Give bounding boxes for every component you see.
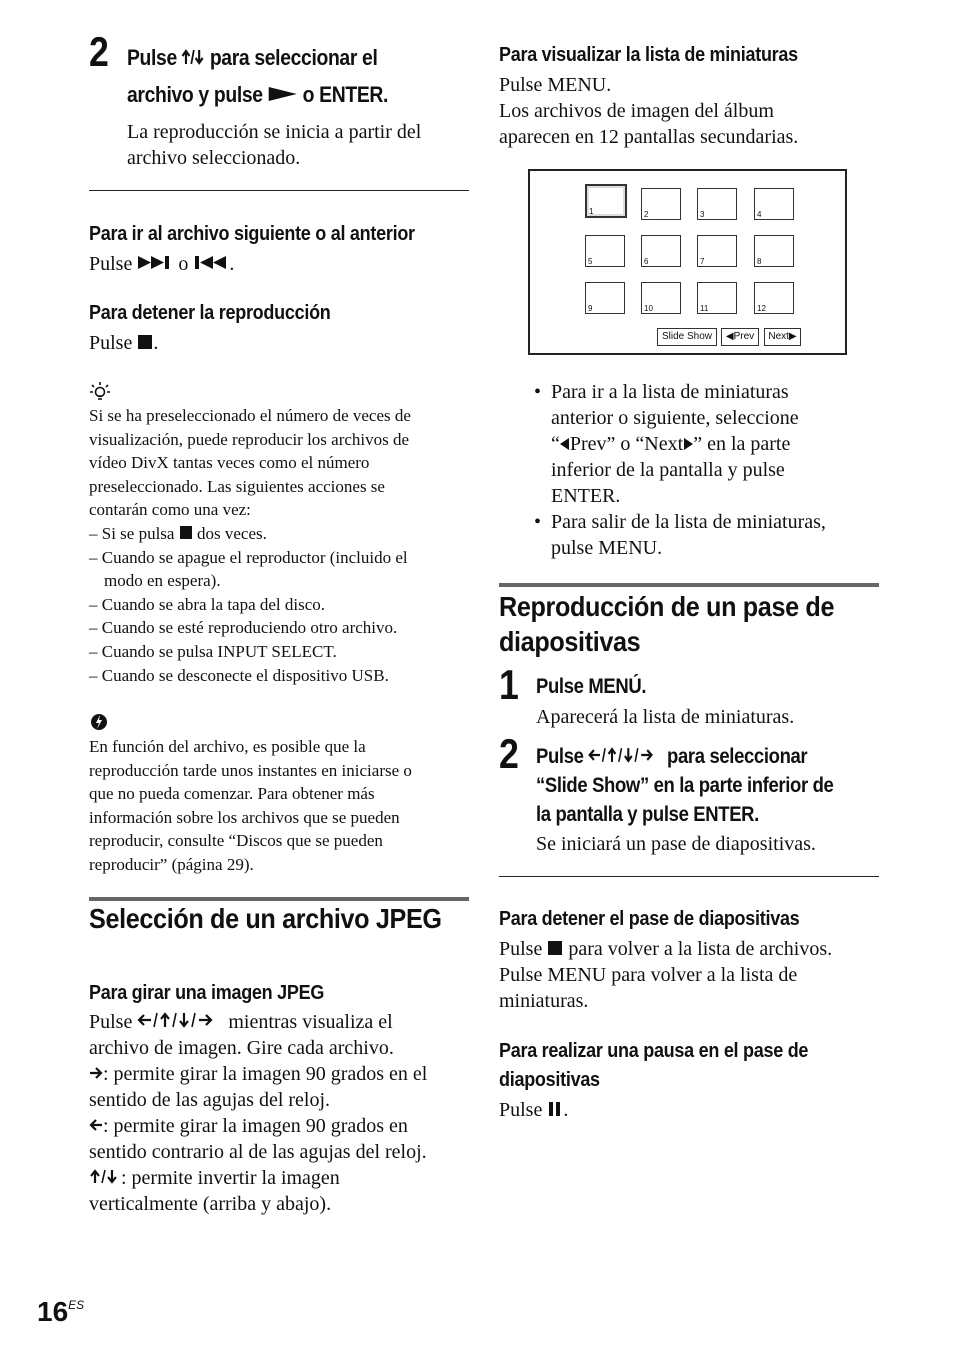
note-text: En función del archivo, es posible que la reproducción tarde unos instantes en iniciarse o que no pueda comenzar. Para obtener más información sobre los archivos que se pueden reproducir, consulte “Discos que se pueden reproducir” (página 29). <box>89 737 412 874</box>
step-title: Pulse para seleccionar el archivo y pulse o ENTER. <box>127 45 389 107</box>
thumbnail[interactable]: 5 <box>585 235 625 267</box>
step-description: Aparecerá la lista de miniaturas. <box>536 706 795 728</box>
stop-icon <box>137 332 153 354</box>
four-direction-arrows-icon <box>137 1011 223 1033</box>
step-title: Pulse para seleccionar “Slide Show” en la parte inferior de la pantalla y pulse ENTER. <box>536 745 834 826</box>
right-triangle-icon: ▶ <box>788 331 797 342</box>
step-title: Pulse MENÚ. <box>536 675 647 698</box>
tip-text: Si se ha preseleccionado el número de veces de visualización, puede reproducir los archivos de vídeo DivX tantas veces como el número preseleccionado. Las siguientes acciones se contarán como una vez: – Si se pulsa dos veces. – Cuando se apague el reproductor (incluido el modo en espera). – Cuando se abra la tapa del disco. – Cuando se esté reproduciendo otro archivo. – Cuando se pulsa INPUT SELECT. – Cuando se desconecte el dispositivo USB. <box>89 406 411 685</box>
step-description: Se iniciará un pase de diapositivas. <box>536 833 816 855</box>
stop-icon <box>179 524 193 543</box>
thumbnail[interactable]: 10 <box>641 282 681 314</box>
thumbnail[interactable]: 11 <box>697 282 737 314</box>
thumbnail[interactable]: 1 <box>585 184 627 218</box>
divider <box>89 190 469 191</box>
section-title: Selección de un archivo JPEG <box>89 903 442 934</box>
slide-show-button[interactable]: Slide Show <box>657 328 717 346</box>
four-direction-arrows-icon <box>588 745 662 768</box>
left-triangle-icon <box>560 433 570 455</box>
step-description: La reproducción se inicia a partir del archivo seleccionado. <box>127 121 422 169</box>
subheading: Para realizar una pausa en el pase de diapositivas <box>499 1040 809 1091</box>
list-item: • Para salir de la lista de miniaturas, pulse MENU. <box>534 509 874 561</box>
paragraph: Pulse para volver a la lista de archivos. Pulse MENU para volver a la lista de miniaturas. <box>499 938 833 1012</box>
subheading: Para detener la reproducción <box>89 302 331 324</box>
paragraph: Pulse MENU. Los archivos de imagen del álbum aparecen en 12 pantallas secundarias. <box>499 74 799 148</box>
divider <box>499 876 879 877</box>
thumbnail[interactable]: 8 <box>754 235 794 267</box>
thumbnail[interactable]: 4 <box>754 188 794 220</box>
left-arrow-icon <box>89 1115 103 1137</box>
thumbnail[interactable]: 7 <box>697 235 737 267</box>
thumbnail[interactable]: 12 <box>754 282 794 314</box>
subheading: Para ir al archivo siguiente o al anterior <box>89 223 415 245</box>
subheading: Para visualizar la lista de miniaturas <box>499 44 798 66</box>
subheading: Para detener el pase de diapositivas <box>499 908 800 930</box>
next-icon <box>137 253 173 275</box>
section-title: Reproducción de un pase de diapositivas <box>499 591 835 657</box>
previous-icon <box>193 253 229 275</box>
up-down-arrow-icon <box>89 1167 121 1189</box>
right-triangle-icon <box>683 433 693 455</box>
subheading: Para girar una imagen JPEG <box>89 982 325 1004</box>
right-arrow-icon <box>89 1063 103 1085</box>
page-number: $16^{ES}$ <box>37 1296 85 1327</box>
play-icon <box>268 82 298 107</box>
paragraph: Pulse o . <box>89 253 235 275</box>
up-down-arrow-icon <box>182 45 205 70</box>
next-button[interactable]: Next▶ <box>764 328 801 346</box>
paragraph: Pulse . <box>89 332 159 354</box>
note-icon <box>89 712 109 737</box>
stop-icon <box>547 938 563 960</box>
thumbnail-screen <box>528 169 847 355</box>
pause-icon <box>547 1099 563 1121</box>
step-number: 2 <box>89 28 109 75</box>
bullet-list <box>534 379 874 561</box>
thumbnail[interactable]: 9 <box>585 282 625 314</box>
left-triangle-icon: ◀ <box>725 331 734 342</box>
list-item: • Para ir a la lista de miniaturas anterior o siguiente, seleccione “ Prev” o “Next ” en la parte inferior de la pantalla y pulse ENTER. <box>534 379 874 509</box>
thumbnail[interactable]: 6 <box>641 235 681 267</box>
step-number: 2 <box>499 730 519 777</box>
step-number: 1 <box>499 661 519 708</box>
paragraph: Pulse . <box>499 1099 569 1121</box>
thumbnail[interactable]: 3 <box>697 188 737 220</box>
prev-button[interactable]: ◀Prev <box>721 328 759 346</box>
thumbnail[interactable]: 2 <box>641 188 681 220</box>
section-rule <box>499 583 879 587</box>
paragraph: Pulse mientras visualiza el archivo de imagen. Gire cada archivo. : permite girar la imagen 90 grados en el sentido de las agujas del reloj. : permite girar la imagen 90 grados en sentido contrario al de las agujas del reloj. : permite invertir la imagen verticalmente (arriba y abajo). <box>89 1011 428 1215</box>
